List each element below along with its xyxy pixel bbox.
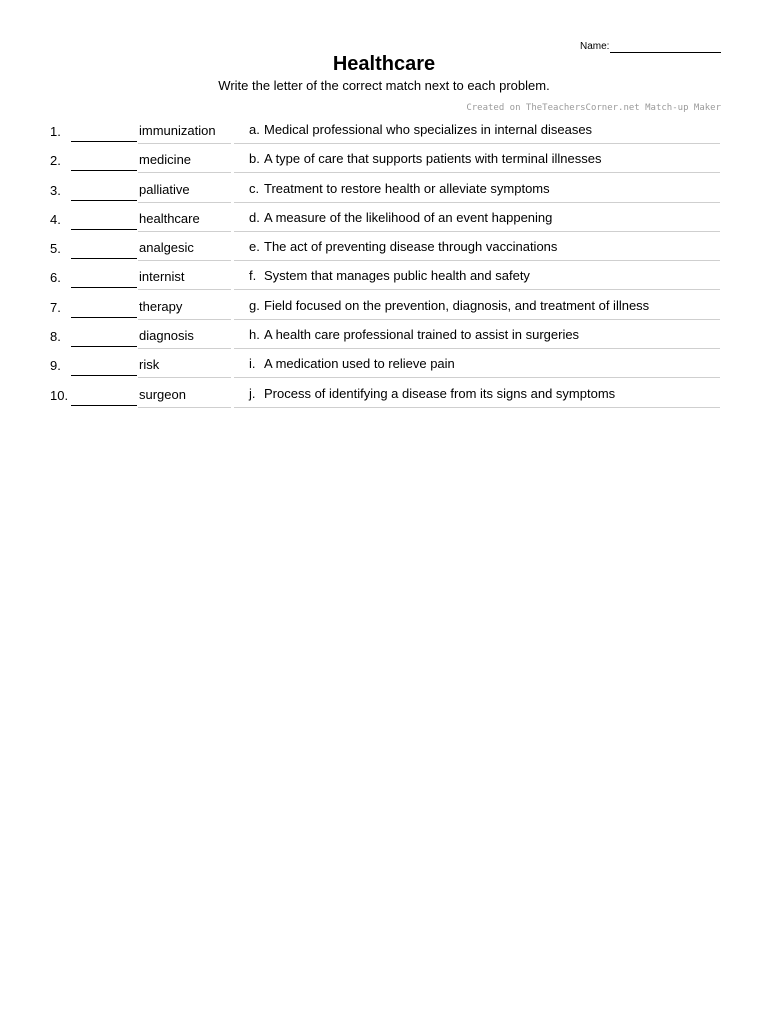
answer-blank[interactable]	[71, 317, 137, 318]
term: surgeon	[139, 386, 186, 402]
definition: A type of care that supports patients with terminal illnesses	[264, 151, 602, 167]
match-row	[0, 261, 768, 290]
definition-letter: f.	[249, 268, 257, 284]
answer-blank[interactable]	[71, 287, 137, 288]
row-number: 8.	[50, 329, 61, 345]
match-list	[0, 115, 768, 408]
term: immunization	[139, 123, 216, 138]
page-title: Healthcare	[332, 53, 436, 75]
definition-letter: j.	[249, 385, 256, 401]
term: diagnosis	[139, 328, 194, 344]
match-row	[0, 144, 768, 173]
row-number: 4.	[50, 211, 61, 227]
answer-blank[interactable]	[71, 200, 137, 201]
term: palliative	[139, 181, 190, 197]
definition-divider	[234, 407, 720, 408]
answer-blank[interactable]	[71, 229, 137, 230]
term: risk	[139, 357, 160, 373]
term: analgesic	[139, 240, 194, 256]
definition: Process of identifying a disease from its signs and symptoms	[264, 385, 616, 401]
answer-blank[interactable]	[71, 346, 137, 347]
definition: Medical professional who specializes in internal diseases	[264, 122, 593, 137]
answer-blank[interactable]	[71, 405, 137, 406]
answer-blank[interactable]	[71, 375, 137, 376]
match-row	[0, 291, 768, 320]
definition: The act of preventing disease through vaccinations	[264, 239, 558, 255]
row-number: 3.	[50, 182, 61, 198]
term: healthcare	[139, 210, 200, 226]
term-divider	[138, 407, 231, 408]
instructions: Write the letter of the correct match next to each problem.	[218, 78, 550, 93]
row-number: 9.	[50, 358, 61, 374]
definition-letter: d.	[249, 209, 260, 225]
row-number: 2.	[50, 153, 61, 169]
definition-letter: b.	[249, 151, 260, 167]
term: medicine	[139, 152, 192, 168]
definition: Field focused on the prevention, diagnosis, and treatment of illness	[264, 297, 650, 313]
match-row	[0, 349, 768, 378]
definition-letter: g.	[249, 297, 260, 313]
match-row	[0, 320, 768, 349]
row-number: 5.	[50, 241, 61, 257]
match-row	[0, 203, 768, 232]
answer-blank[interactable]	[71, 170, 137, 171]
row-number: 1.	[50, 124, 61, 139]
term: therapy	[139, 298, 183, 314]
row-number: 6.	[50, 270, 61, 286]
definition-letter: i.	[249, 356, 256, 372]
match-row	[0, 232, 768, 261]
term: internist	[139, 269, 185, 285]
answer-blank[interactable]	[71, 141, 137, 142]
definition: A health care professional trained to assist in surgeries	[264, 327, 580, 343]
definition-letter: h.	[249, 327, 260, 343]
definition-letter: c.	[249, 180, 260, 196]
match-row	[0, 115, 768, 144]
definition-letter: e.	[249, 239, 260, 255]
match-row	[0, 379, 768, 408]
definition-letter: a.	[249, 122, 260, 137]
match-row	[0, 174, 768, 203]
credit-text: Created on TheTeachersCorner.net Match-up Maker	[466, 103, 721, 113]
definition: System that manages public health and safety	[264, 268, 530, 284]
definition: A medication used to relieve pain	[264, 356, 455, 372]
name-label: Name:	[580, 41, 610, 52]
answer-blank[interactable]	[71, 258, 137, 259]
definition: A measure of the likelihood of an event happening	[264, 209, 553, 225]
row-number: 7.	[50, 299, 61, 315]
definition: Treatment to restore health or alleviate symptoms	[264, 180, 550, 196]
row-number: 10.	[50, 387, 69, 403]
